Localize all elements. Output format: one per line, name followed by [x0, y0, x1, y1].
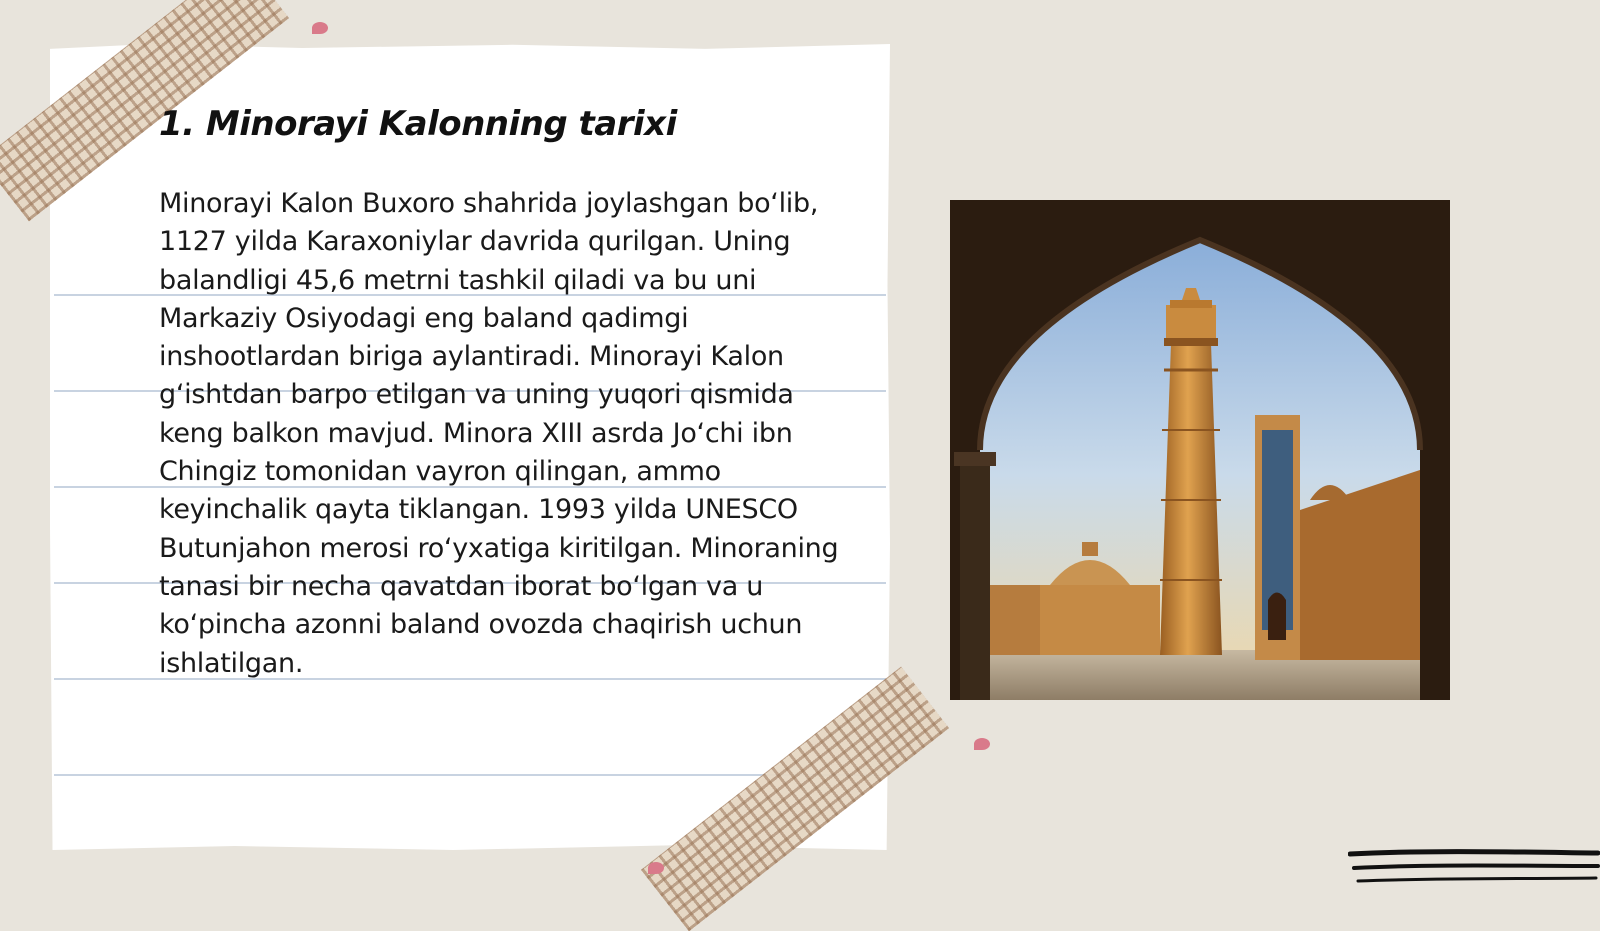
tape-pink-accent [974, 738, 990, 750]
minaret-illustration [950, 200, 1450, 700]
tape-pink-accent [312, 22, 328, 34]
decorative-brush-strokes [1348, 848, 1600, 888]
slide-title: 1. Minorayi Kalonning tarixi [159, 104, 677, 144]
minaret-photo [950, 200, 1450, 700]
slide-body-text: Minorayi Kalon Buxoro shahrida joylashgan bo‘lib, 1127 yilda Karaxoniylar davrida qurilgan. Uning balandligi 45,6 metrni tashkil qiladi va bu uni Markaziy Osiyodagi eng baland qadimgi inshootlardan biriga aylantiradi. Minorayi Kalon g‘ishtdan barpo etilgan va uning yuqori qismida keng balkon mavjud. Minora XIII asrda Jo‘chi ibn Chingiz tomonidan vayron qilingan, ammo keyinchalik qayta tiklangan. 1993 yilda UNESCO Butunjahon merosi ro‘yxatiga kiritilgan. Minoraning tanasi bir necha qavatdan iborat bo‘lgan va u ko‘pincha azonni baland ovozda chaqirish uchun ishlatilgan. [159, 188, 839, 679]
tape-pink-accent [648, 862, 664, 874]
